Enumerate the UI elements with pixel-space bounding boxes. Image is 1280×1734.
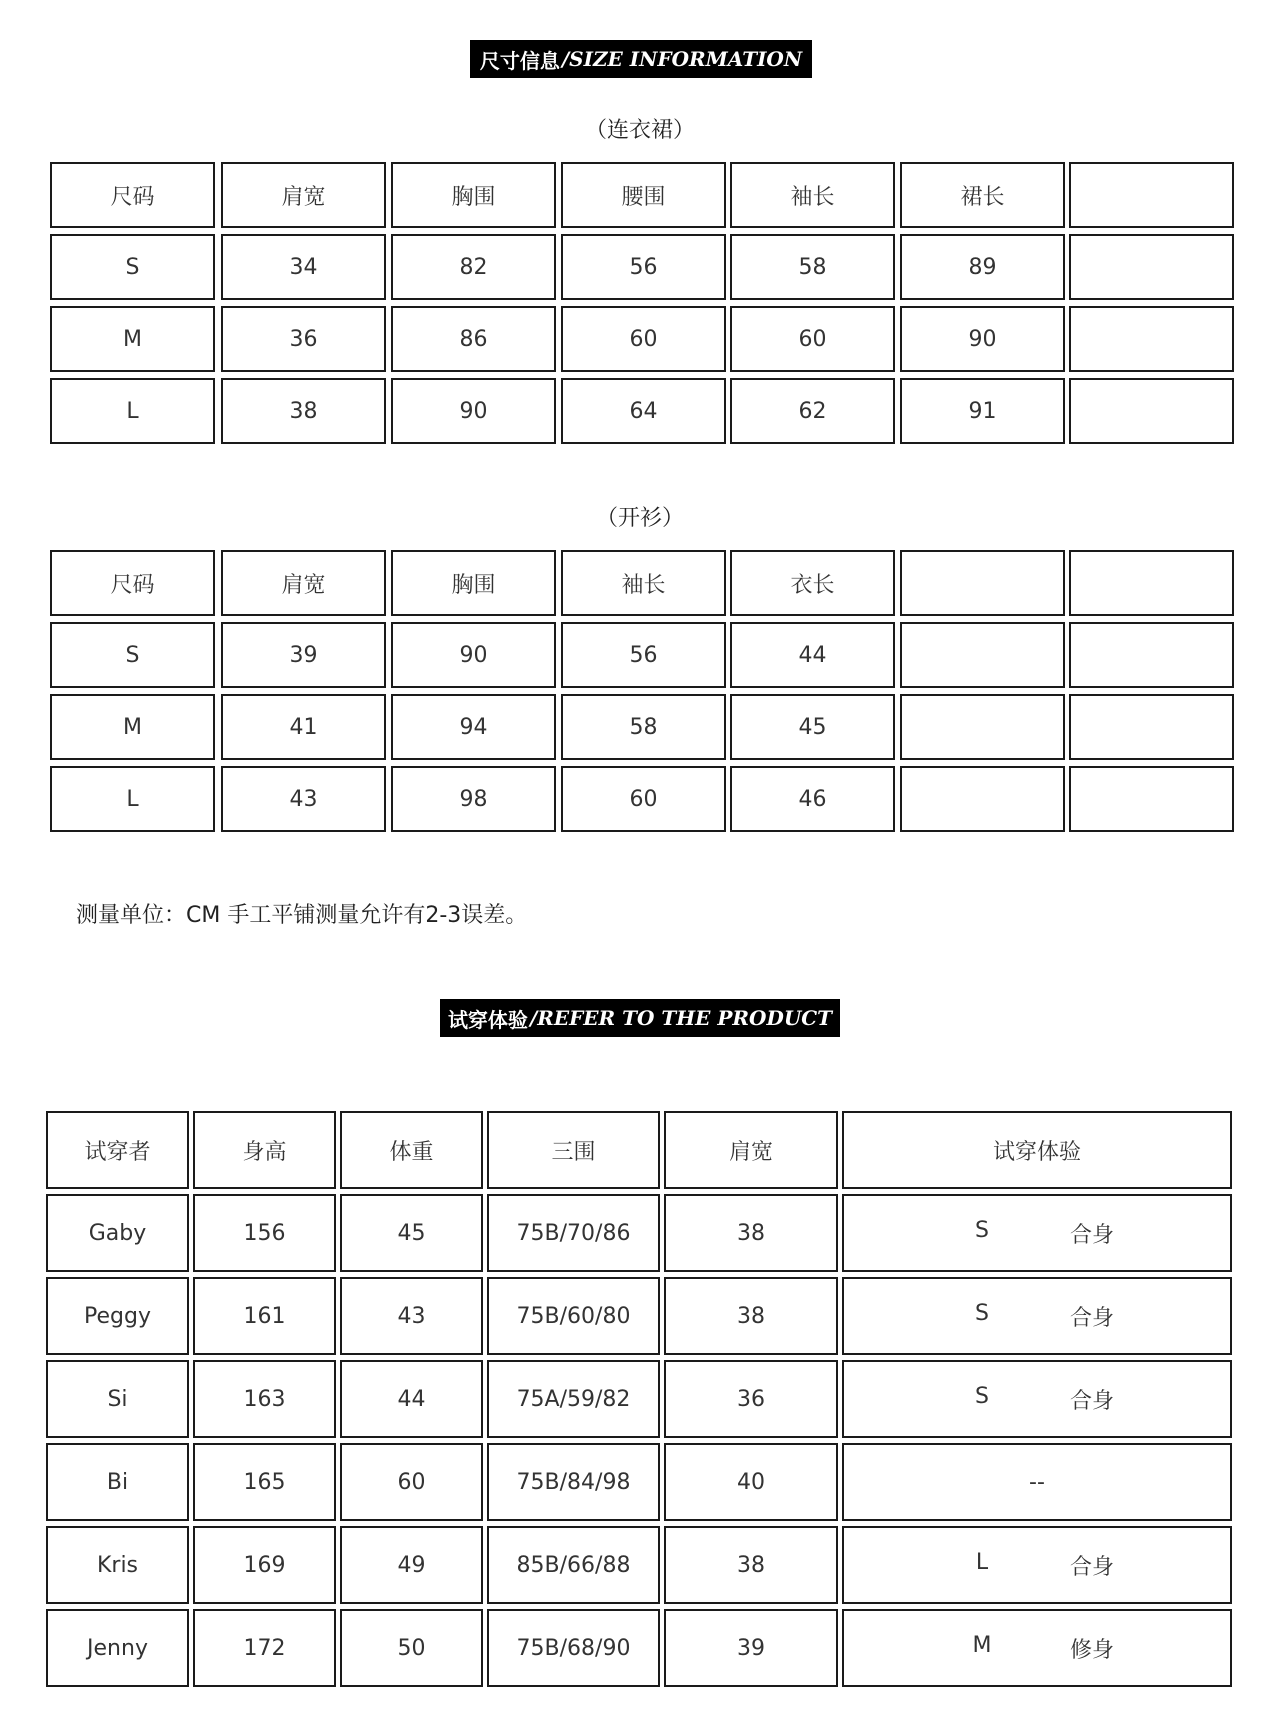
trial-cell-weight: 45 (340, 1194, 483, 1272)
table-cell: M (50, 694, 215, 760)
trial-experience (844, 1633, 1230, 1664)
table-cell (1069, 234, 1234, 300)
table-cell: 36 (221, 306, 386, 372)
dress-caption: （连衣裙） (584, 118, 695, 143)
trial-cell-name: Kris (46, 1526, 189, 1604)
table-cell: 44 (730, 622, 895, 688)
trial-experience (844, 1384, 1230, 1415)
trial-fit: 合身 (1069, 1388, 1114, 1414)
trial-cell-name: Si (46, 1360, 189, 1438)
trial-experience (844, 1550, 1230, 1581)
trial-header-cell: 身高 (193, 1111, 336, 1189)
table-header-cell: 裙长 (900, 162, 1065, 228)
trial-size: S (975, 1217, 989, 1243)
trial-size: L (975, 1549, 989, 1575)
table-cell: L (50, 378, 215, 444)
trial-header-cell: 试穿体验 (842, 1111, 1232, 1189)
trial-cell-measure: 85B/66/88 (487, 1526, 660, 1604)
table-header-cell: 尺码 (50, 162, 215, 228)
table-header-cell: 肩宽 (221, 550, 386, 616)
size-information-banner (470, 40, 812, 78)
size-banner-en: /SIZE INFORMATION (561, 47, 803, 71)
table-cell: 45 (730, 694, 895, 760)
table-cell: 62 (730, 378, 895, 444)
trial-experience (844, 1301, 1230, 1332)
trial-cell-weight: 49 (340, 1526, 483, 1604)
trial-cell-shoulder: 39 (664, 1609, 838, 1687)
trial-cell-height: 161 (193, 1277, 336, 1355)
table-cell: 94 (391, 694, 556, 760)
table-cell: 60 (561, 306, 726, 372)
table-cell: 60 (730, 306, 895, 372)
trial-cell-weight: 50 (340, 1609, 483, 1687)
trial-fit: 合身 (1069, 1305, 1114, 1331)
table-cell (1069, 622, 1234, 688)
trial-cell-measure: 75B/70/86 (487, 1194, 660, 1272)
table-cell: 60 (561, 766, 726, 832)
table-cell: 82 (391, 234, 556, 300)
trial-fit: 修身 (1069, 1637, 1114, 1663)
table-header-cell: 尺码 (50, 550, 215, 616)
table-cell (1069, 378, 1234, 444)
trial-header-cell: 肩宽 (664, 1111, 838, 1189)
trial-experience-cell (842, 1277, 1232, 1355)
table-header-cell: 衣长 (730, 550, 895, 616)
table-cell: S (50, 622, 215, 688)
table-header-cell: 胸围 (391, 550, 556, 616)
trial-cell-measure: 75B/84/98 (487, 1443, 660, 1521)
table-cell (1069, 306, 1234, 372)
table-header-cell (900, 550, 1065, 616)
trial-header-cell: 试穿者 (46, 1111, 189, 1189)
trial-fit: 合身 (1069, 1554, 1114, 1580)
table-header-cell: 胸围 (391, 162, 556, 228)
table-cell (1069, 694, 1234, 760)
trial-size: -- (1029, 1469, 1045, 1495)
table-cell: 90 (900, 306, 1065, 372)
trial-cell-height: 156 (193, 1194, 336, 1272)
trial-experience-cell (842, 1443, 1232, 1521)
trial-cell-height: 165 (193, 1443, 336, 1521)
trial-cell-weight: 43 (340, 1277, 483, 1355)
table-cell: 98 (391, 766, 556, 832)
table-cell: 91 (900, 378, 1065, 444)
cardigan-caption: （开衫） (595, 506, 684, 531)
trial-cell-name: Gaby (46, 1194, 189, 1272)
table-cell: S (50, 234, 215, 300)
table-cell: 86 (391, 306, 556, 372)
trial-experience-cell (842, 1609, 1232, 1687)
table-cell: 38 (221, 378, 386, 444)
table-cell: 58 (730, 234, 895, 300)
table-cell: 39 (221, 622, 386, 688)
table-cell (900, 622, 1065, 688)
trial-cell-weight: 44 (340, 1360, 483, 1438)
trial-cell-height: 172 (193, 1609, 336, 1687)
trial-cell-weight: 60 (340, 1443, 483, 1521)
trial-cell-shoulder: 36 (664, 1360, 838, 1438)
table-cell: 64 (561, 378, 726, 444)
table-cell (900, 766, 1065, 832)
trial-experience-cell (842, 1194, 1232, 1272)
table-header-cell: 袖长 (561, 550, 726, 616)
table-cell: L (50, 766, 215, 832)
trial-cell-shoulder: 40 (664, 1443, 838, 1521)
trial-cell-shoulder: 38 (664, 1194, 838, 1272)
trial-cell-height: 163 (193, 1360, 336, 1438)
table-header-cell: 袖长 (730, 162, 895, 228)
trial-banner-cn: 试穿体验 (447, 1007, 528, 1032)
table-cell: M (50, 306, 215, 372)
table-cell: 90 (391, 378, 556, 444)
trial-banner-en: /REFER TO THE PRODUCT (529, 1006, 833, 1030)
table-cell: 34 (221, 234, 386, 300)
trial-header-cell: 体重 (340, 1111, 483, 1189)
measurement-note: 测量单位：CM 手工平铺测量允许有2-3误差。 (76, 903, 528, 928)
trial-cell-measure: 75B/68/90 (487, 1609, 660, 1687)
trial-cell-name: Bi (46, 1443, 189, 1521)
trial-size: S (975, 1383, 989, 1409)
table-cell: 56 (561, 234, 726, 300)
trial-cell-shoulder: 38 (664, 1526, 838, 1604)
table-cell: 58 (561, 694, 726, 760)
table-cell: 46 (730, 766, 895, 832)
trial-experience (844, 1218, 1230, 1249)
trial-cell-measure: 75B/60/80 (487, 1277, 660, 1355)
size-banner-cn: 尺寸信息 (479, 48, 560, 73)
table-cell: 56 (561, 622, 726, 688)
table-header-cell: 肩宽 (221, 162, 386, 228)
trial-experience-cell (842, 1360, 1232, 1438)
table-cell (1069, 766, 1234, 832)
trial-cell-name: Peggy (46, 1277, 189, 1355)
trial-experience-cell (842, 1526, 1232, 1604)
table-header-cell (1069, 162, 1234, 228)
trial-cell-shoulder: 38 (664, 1277, 838, 1355)
trial-cell-height: 169 (193, 1526, 336, 1604)
trial-size: M (972, 1632, 992, 1658)
table-cell: 90 (391, 622, 556, 688)
trial-fit: 合身 (1069, 1222, 1114, 1248)
table-cell: 43 (221, 766, 386, 832)
trial-size: S (975, 1300, 989, 1326)
table-cell: 89 (900, 234, 1065, 300)
trial-cell-measure: 75A/59/82 (487, 1360, 660, 1438)
refer-to-product-banner (440, 999, 840, 1037)
table-header-cell: 腰围 (561, 162, 726, 228)
trial-cell-name: Jenny (46, 1609, 189, 1687)
trial-header-cell: 三围 (487, 1111, 660, 1189)
table-header-cell (1069, 550, 1234, 616)
table-cell: 41 (221, 694, 386, 760)
table-cell (900, 694, 1065, 760)
trial-experience (844, 1470, 1230, 1495)
